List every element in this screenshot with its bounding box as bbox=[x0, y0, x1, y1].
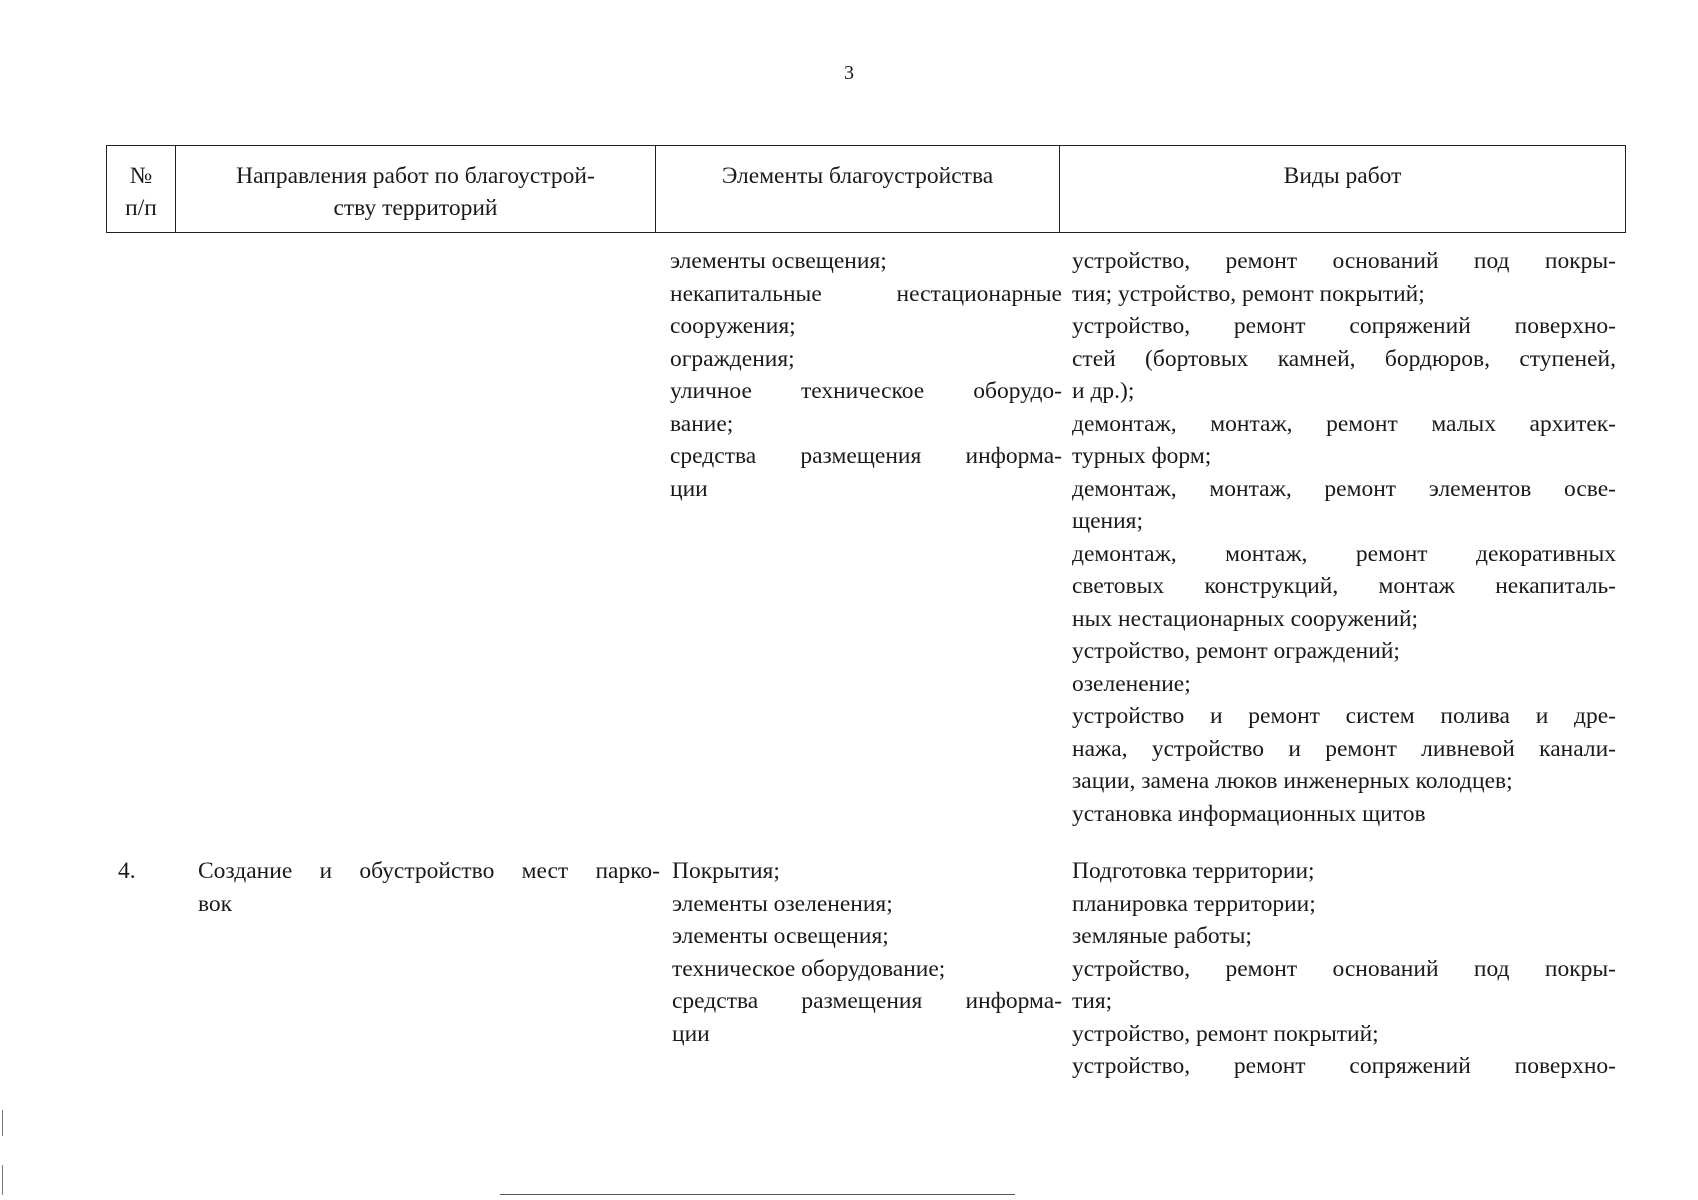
row4-works-line: земляные работы; bbox=[1072, 923, 1252, 949]
row4-works-line: планировка территории; bbox=[1072, 890, 1316, 917]
header-works bbox=[1059, 146, 1625, 232]
header-num bbox=[107, 146, 175, 232]
continued-works-cell bbox=[1072, 245, 1616, 830]
scan-edge-mark bbox=[2, 1110, 3, 1136]
continued-works-line: стей (бортовых камней, бордюров, ступеней, bbox=[1072, 345, 1616, 372]
row4-works-line: Подготовка территории; bbox=[1072, 858, 1315, 884]
row4-works-line: тия; bbox=[1072, 988, 1113, 1014]
continued-works-line: устройство, ремонт ограждений; bbox=[1072, 638, 1400, 664]
continued-works-line: щения; bbox=[1072, 508, 1144, 534]
row4-elements-cell bbox=[672, 855, 1062, 1050]
header-elements bbox=[655, 146, 1059, 232]
scan-edge-mark bbox=[2, 1165, 3, 1195]
continued-works-line: установка информационных щитов bbox=[1072, 800, 1426, 827]
header-elements-line-1: Элементы благоустройства bbox=[721, 163, 994, 189]
continued-elements-line: средства размещения информа- bbox=[670, 443, 1062, 469]
row4-works-line: устройство, ремонт оснований под покры- bbox=[1072, 955, 1616, 982]
continued-elements-cell bbox=[670, 245, 1062, 505]
continued-works-line: демонтаж, монтаж, ремонт декоративных bbox=[1072, 540, 1616, 567]
continued-elements-line: ограждения; bbox=[670, 345, 795, 372]
row4-num: 4. bbox=[118, 858, 136, 884]
row4-works-line: устройство, ремонт сопряжений поверхно- bbox=[1072, 1053, 1616, 1079]
continued-works-line: демонтаж, монтаж, ремонт малых архитек- bbox=[1072, 410, 1616, 437]
row4-num-cell bbox=[118, 855, 168, 888]
row4-works-cell bbox=[1072, 855, 1616, 1083]
row4-elements-line: элементы озеленения; bbox=[672, 890, 893, 917]
continued-elements-line: уличное техническое оборудо- bbox=[670, 378, 1062, 404]
continued-works-line: нажа, устройство и ремонт ливневой канали- bbox=[1072, 735, 1616, 762]
row4-elements-line: ции bbox=[672, 1020, 710, 1047]
continued-works-line: озеленение; bbox=[1072, 670, 1191, 697]
continued-elements-line: элементы освещения; bbox=[670, 248, 887, 274]
page-number: 3 bbox=[844, 62, 854, 84]
continued-works-line: зации, замена люков инженерных колодцев; bbox=[1072, 768, 1513, 794]
row4-elements-line: техническое оборудование; bbox=[672, 955, 946, 982]
row4-works-line: устройство, ремонт покрытий; bbox=[1072, 1020, 1379, 1047]
continued-works-line: ных нестационарных сооружений; bbox=[1072, 605, 1419, 632]
row4-direction-line: вок bbox=[198, 890, 233, 917]
continued-works-line: устройство, ремонт оснований под покры- bbox=[1072, 248, 1616, 274]
header-works-line-1: Виды работ bbox=[1283, 163, 1402, 189]
continued-works-line: световых конструкций, монтаж некапиталь- bbox=[1072, 573, 1616, 599]
header-direction bbox=[175, 146, 655, 232]
continued-works-line: тия; устройство, ремонт покрытий; bbox=[1072, 280, 1425, 307]
row4-elements-line: Покрытия; bbox=[672, 858, 780, 884]
header-direction-line-1: Направления работ по благоустрой- bbox=[236, 163, 595, 189]
row4-direction-line: Создание и обустройство мест парко- bbox=[198, 858, 660, 884]
continued-elements-line: вание; bbox=[670, 410, 734, 437]
table-header bbox=[106, 145, 1626, 233]
row4-direction-cell bbox=[198, 855, 660, 920]
header-num-line-2: п/п bbox=[125, 195, 157, 221]
row4-elements-line: элементы освещения; bbox=[672, 923, 889, 949]
continued-works-line: устройство и ремонт систем полива и дре- bbox=[1072, 703, 1616, 729]
continued-elements-line: ции bbox=[670, 475, 708, 502]
row4-elements-line: средства размещения информа- bbox=[672, 988, 1062, 1014]
header-num-line-1: № bbox=[129, 163, 153, 189]
continued-elements-line: сооружения; bbox=[670, 313, 796, 339]
continued-works-line: турных форм; bbox=[1072, 443, 1212, 469]
continued-works-line: устройство, ремонт сопряжений поверхно- bbox=[1072, 313, 1616, 339]
continued-elements-line: некапитальные нестационарные bbox=[670, 280, 1062, 307]
continued-works-line: демонтаж, монтаж, ремонт элементов осве- bbox=[1072, 475, 1616, 502]
bottom-rule bbox=[500, 1194, 1015, 1195]
header-direction-line-2: ству территорий bbox=[333, 195, 498, 221]
continued-works-line: и др.); bbox=[1072, 378, 1135, 404]
